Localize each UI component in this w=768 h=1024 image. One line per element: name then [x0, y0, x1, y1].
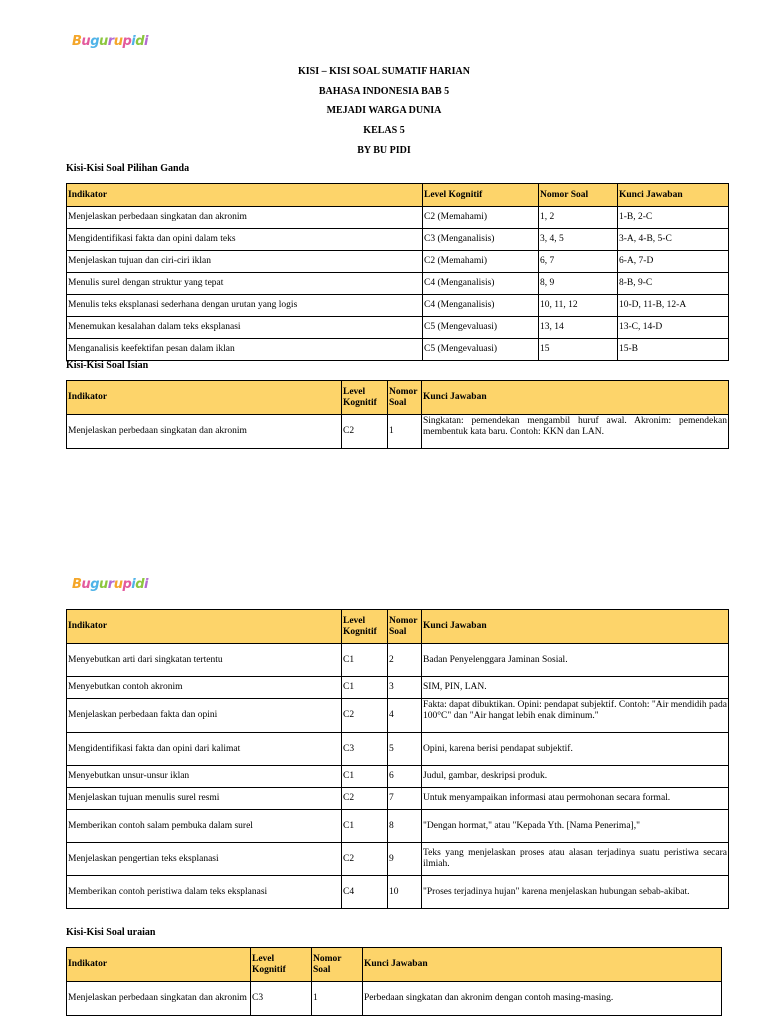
cell: 2	[388, 644, 422, 677]
cell: 3	[388, 677, 422, 699]
cell: C2	[342, 788, 388, 810]
cell: "Proses terjadinya hujan" karena menjelaskan hubungan sebab-akibat.	[422, 876, 729, 909]
cell: 10	[388, 876, 422, 909]
cell: Menjelaskan perbedaan singkatan dan akronim	[67, 207, 423, 229]
brand-logo: Bugurupidi	[72, 577, 149, 592]
cell: C2 (Memahami)	[423, 251, 539, 273]
title-line: BY BU PIDI	[357, 144, 411, 156]
header-cell: Level Kognitif	[251, 948, 312, 982]
table-uraian	[66, 947, 722, 1016]
table-row	[67, 251, 729, 273]
header-cell: Indikator	[67, 184, 423, 207]
cell: Teks yang menjelaskan proses atau alasan terjadinya suatu peristiwa secara ilmiah.	[422, 843, 729, 876]
cell: 15	[539, 339, 618, 361]
table-header-row	[67, 381, 729, 415]
cell: C5 (Mengevaluasi)	[423, 317, 539, 339]
table-row	[67, 207, 729, 229]
cell: Menjelaskan perbedaan singkatan dan akronim	[67, 415, 342, 449]
table-row	[67, 766, 729, 788]
cell: 1-B, 2-C	[618, 207, 729, 229]
table-row	[67, 876, 729, 909]
cell: 1, 2	[539, 207, 618, 229]
table-header-row	[67, 948, 722, 982]
cell: 3, 4, 5	[539, 229, 618, 251]
header-cell: Indikator	[67, 610, 342, 644]
cell: 7	[388, 788, 422, 810]
header-cell: Indikator	[67, 948, 251, 982]
title-line: BAHASA INDONESIA BAB 5	[318, 85, 450, 97]
cell: Badan Penyelenggara Jaminan Sosial.	[422, 644, 729, 677]
cell: 13-C, 14-D	[618, 317, 729, 339]
table-row	[67, 788, 729, 810]
cell: C3	[342, 733, 388, 766]
cell: 15-B	[618, 339, 729, 361]
cell: 10, 11, 12	[539, 295, 618, 317]
cell: Menyebutkan unsur-unsur iklan	[67, 766, 342, 788]
cell: Fakta: dapat dibuktikan. Opini: pendapat subjektif. Contoh: "Air mendidih pada 100°C" dan "Air hangat lebih enak diminum."	[422, 699, 729, 733]
cell: Menganalisis keefektifan pesan dalam iklan	[67, 339, 423, 361]
header-cell: Level Kognitif	[342, 381, 388, 415]
title-line: KELAS 5	[363, 125, 405, 137]
table-row	[67, 229, 729, 251]
cell: 1	[388, 415, 422, 449]
table-row	[67, 339, 729, 361]
cell: C4	[342, 876, 388, 909]
cell: Memberikan contoh salam pembuka dalam surel	[67, 810, 342, 843]
cell: Menyebutkan arti dari singkatan tertentu	[67, 644, 342, 677]
header-cell: Nomor Soal	[539, 184, 618, 207]
cell: C3	[251, 982, 312, 1016]
table-header-row	[67, 610, 729, 644]
cell: Menyebutkan contoh akronim	[67, 677, 342, 699]
cell: 13, 14	[539, 317, 618, 339]
table-isian	[66, 380, 729, 449]
title-line: KISI – KISI SOAL SUMATIF HARIAN	[298, 66, 470, 77]
cell: 5	[388, 733, 422, 766]
cell: 8	[388, 810, 422, 843]
section-title-pilihan-ganda: Kisi-Kisi Soal Pilihan Ganda	[66, 163, 190, 174]
cell: Mengidentifikasi fakta dan opini dari kalimat	[67, 733, 342, 766]
cell: C1	[342, 766, 388, 788]
table-row	[67, 644, 729, 677]
header-cell: Level Kognitif	[423, 184, 539, 207]
header-cell: Nomor Soal	[388, 610, 422, 644]
cell: C2	[342, 843, 388, 876]
table-row	[67, 699, 729, 733]
cell: C2	[342, 699, 388, 733]
table-row	[67, 982, 722, 1016]
cell: 9	[388, 843, 422, 876]
cell: Untuk menyampaikan informasi atau permohonan secara formal.	[422, 788, 729, 810]
cell: C1	[342, 810, 388, 843]
cell: 6-A, 7-D	[618, 251, 729, 273]
cell: 3-A, 4-B, 5-C	[618, 229, 729, 251]
table-row	[67, 677, 729, 699]
table-isian-continued	[66, 609, 729, 909]
header-cell: Nomor Soal	[388, 381, 422, 415]
cell: Menjelaskan pengertian teks eksplanasi	[67, 843, 342, 876]
cell: C1	[342, 677, 388, 699]
cell: Menulis surel dengan struktur yang tepat	[67, 273, 423, 295]
table-header-row	[67, 184, 729, 207]
cell: Judul, gambar, deskripsi produk.	[422, 766, 729, 788]
cell: C1	[342, 644, 388, 677]
cell: SIM, PIN, LAN.	[422, 677, 729, 699]
header-cell: Kunci Jawaban	[363, 948, 722, 982]
table-row	[67, 295, 729, 317]
cell: 10-D, 11-B, 12-A	[618, 295, 729, 317]
cell: 8, 9	[539, 273, 618, 295]
cell: C4 (Menganalisis)	[423, 273, 539, 295]
cell: Memberikan contoh peristiwa dalam teks eksplanasi	[67, 876, 342, 909]
section-title-isian: Kisi-Kisi Soal Isian	[66, 360, 149, 371]
brand-logo: Bugurupidi	[72, 34, 149, 49]
cell: Perbedaan singkatan dan akronim dengan contoh masing-masing.	[363, 982, 722, 1016]
document-title	[0, 64, 768, 162]
cell: 1	[312, 982, 363, 1016]
cell: C2 (Memahami)	[423, 207, 539, 229]
cell: C5 (Mengevaluasi)	[423, 339, 539, 361]
table-row	[67, 843, 729, 876]
cell: 8-B, 9-C	[618, 273, 729, 295]
header-cell: Kunci Jawaban	[618, 184, 729, 207]
table-pilihan-ganda	[66, 183, 729, 361]
cell: C3 (Menganalisis)	[423, 229, 539, 251]
title-line: MEJADI WARGA DUNIA	[326, 105, 442, 117]
cell: Mengidentifikasi fakta dan opini dalam teks	[67, 229, 423, 251]
table-row	[67, 415, 729, 449]
header-cell: Nomor Soal	[312, 948, 363, 982]
section-title-uraian: Kisi-Kisi Soal uraian	[66, 927, 156, 938]
cell: 6	[388, 766, 422, 788]
header-cell: Kunci Jawaban	[422, 381, 729, 415]
cell: Menemukan kesalahan dalam teks eksplanasi	[67, 317, 423, 339]
table-row	[67, 733, 729, 766]
table-row	[67, 273, 729, 295]
cell: Opini, karena berisi pendapat subjektif.	[422, 733, 729, 766]
table-row	[67, 317, 729, 339]
cell: C2	[342, 415, 388, 449]
cell: 6, 7	[539, 251, 618, 273]
header-cell: Level Kognitif	[342, 610, 388, 644]
cell: Singkatan: pemendekan mengambil huruf awal. Akronim: pemendekan membentuk kata baru. Contoh: KKN dan LAN.	[422, 415, 729, 449]
cell: "Dengan hormat," atau "Kepada Yth. [Nama Penerima],"	[422, 810, 729, 843]
header-cell: Kunci Jawaban	[422, 610, 729, 644]
cell: 4	[388, 699, 422, 733]
cell: Menjelaskan perbedaan fakta dan opini	[67, 699, 342, 733]
cell: Menjelaskan tujuan menulis surel resmi	[67, 788, 342, 810]
cell: Menjelaskan tujuan dan ciri-ciri iklan	[67, 251, 423, 273]
header-cell: Indikator	[67, 381, 342, 415]
cell: Menjelaskan perbedaan singkatan dan akronim	[67, 982, 251, 1016]
table-row	[67, 810, 729, 843]
cell: Menulis teks eksplanasi sederhana dengan urutan yang logis	[67, 295, 423, 317]
cell: C4 (Menganalisis)	[423, 295, 539, 317]
